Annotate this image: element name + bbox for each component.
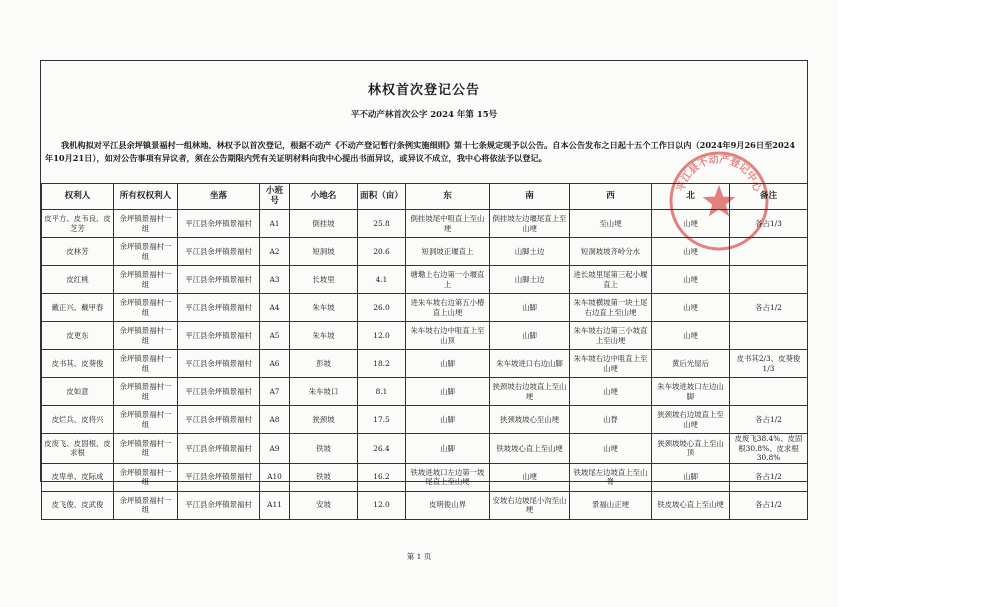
cell-area: 12.0 <box>358 322 406 350</box>
header-remarks: 备注 <box>730 184 808 210</box>
cell-area: 17.5 <box>358 406 406 434</box>
cell-north: 山埂 <box>652 238 730 266</box>
cell-remarks: 各占1/2 <box>730 491 808 519</box>
cell-east: 短洞坡正堰直上 <box>406 238 490 266</box>
cell-place-name: 安坡 <box>290 491 358 519</box>
cell-location: 平江县余坪镇景福村 <box>178 491 260 519</box>
cell-east: 塘墈上右边第一小堰直上 <box>406 266 490 294</box>
cell-north: 山埂 <box>652 210 730 238</box>
cell-owner: 余坪镇景福村一组 <box>114 434 178 464</box>
header-east: 东 <box>406 184 490 210</box>
cell-area: 26.0 <box>358 294 406 322</box>
cell-rights-holder: 皮红桃 <box>42 266 114 294</box>
cell-place-name: 铁坡 <box>290 434 358 464</box>
cell-remarks <box>730 238 808 266</box>
cell-east: 山脚 <box>406 350 490 378</box>
cell-south: 山脚土边 <box>490 238 570 266</box>
table-row <box>42 210 808 238</box>
cell-plot-number: A5 <box>260 322 290 350</box>
cell-location: 平江县余坪镇景福村 <box>178 322 260 350</box>
cell-north: 黄后光屋后 <box>652 350 730 378</box>
cell-rights-holder: 戴正兴、戴甲春 <box>42 294 114 322</box>
cell-remarks: 皮废飞38.4%、皮固根30.8%、皮求根30.8% <box>730 434 808 464</box>
table-row <box>42 266 808 294</box>
cell-plot-number: A8 <box>260 406 290 434</box>
cell-plot-number: A11 <box>260 491 290 519</box>
cell-south: 安坡右边坡尾小沟至山埂 <box>490 491 570 519</box>
cell-remarks: 各占1/2 <box>730 294 808 322</box>
header-rights-holder: 权利人 <box>42 184 114 210</box>
cell-area: 8.1 <box>358 378 406 406</box>
cell-south: 铁坡坡心直上至山埂 <box>490 434 570 464</box>
cell-north: 山埂 <box>652 266 730 294</box>
header-location: 坐落 <box>178 184 260 210</box>
cell-remarks: 各占1/3 <box>730 210 808 238</box>
cell-plot-number: A1 <box>260 210 290 238</box>
notice-frame <box>40 60 808 514</box>
cell-remarks: 皮书其2/3、皮葵俊1/3 <box>730 350 808 378</box>
cell-east: 山脚 <box>406 378 490 406</box>
cell-rights-holder: 皮烂兵、皮将兴 <box>42 406 114 434</box>
seal-text: 平江县不动产登记中心 <box>675 154 763 194</box>
cell-owner: 余坪镇景福村一组 <box>114 238 178 266</box>
cell-place-name: 狭颈坡 <box>290 406 358 434</box>
cell-north: 朱车坡进坡口左边山脚 <box>652 378 730 406</box>
table-row <box>42 238 808 266</box>
registration-table <box>41 183 808 520</box>
cell-area: 20.6 <box>358 238 406 266</box>
cell-plot-number: A9 <box>260 434 290 464</box>
table-row <box>42 378 808 406</box>
cell-plot-number: A6 <box>260 350 290 378</box>
cell-area: 4.1 <box>358 266 406 294</box>
cell-place-name: 朱车坡 <box>290 322 358 350</box>
cell-area: 26.4 <box>358 434 406 464</box>
cell-remarks <box>730 322 808 350</box>
cell-owner: 余坪镇景福村一组 <box>114 266 178 294</box>
cell-east: 铁坡进坡口左边第一坡尾直上至山埂 <box>406 463 490 491</box>
cell-south: 倒挂坡左边堰尾直上至山埂 <box>490 210 570 238</box>
cell-rights-holder: 皮平方、皮韦良、皮芝芳 <box>42 210 114 238</box>
cell-east: 山脚 <box>406 434 490 464</box>
cell-west: 山脊 <box>570 406 652 434</box>
cell-rights-holder: 皮如意 <box>42 378 114 406</box>
cell-east: 倒挂坡尾中咀直上至山埂 <box>406 210 490 238</box>
cell-owner: 余坪镇景福村一组 <box>114 463 178 491</box>
cell-west: 进长坡里尾第三起小堰直上 <box>570 266 652 294</box>
cell-area: 16.2 <box>358 463 406 491</box>
cell-place-name: 彭坡 <box>290 350 358 378</box>
cell-owner: 余坪镇景福村一组 <box>114 294 178 322</box>
table-row <box>42 322 808 350</box>
cell-east: 朱车坡右边中咀直上至山顶 <box>406 322 490 350</box>
table-row <box>42 350 808 378</box>
cell-south: 山脚土边 <box>490 266 570 294</box>
cell-place-name: 短洞坡 <box>290 238 358 266</box>
cell-plot-number: A10 <box>260 463 290 491</box>
cell-owner: 余坪镇景福村一组 <box>114 491 178 519</box>
cell-area: 12.0 <box>358 491 406 519</box>
cell-location: 平江县余坪镇景福村 <box>178 434 260 464</box>
notice-intro: 我机构拟对平江县余坪镇景福村一组林地、林权予以首次登记，根据不动产《不动产登记暂行条例实施细则》第十七条规定现予以公告。自本公告发布之日起十五个工作日以内（2024年9月26日至2024年10月21日），如对公告事项有异议者，须在公告期限内凭有关证明材料向我中心提出书面异议，或异议不成立，我中心将依法予以登记。 <box>45 140 796 163</box>
cell-south: 狭颈坡坡心至山埂 <box>490 406 570 434</box>
cell-remarks: 各占1/2 <box>730 463 808 491</box>
document-number: 平不动产林首次公字 2024 年第 15号 <box>350 110 498 120</box>
cell-owner: 余坪镇景福村一组 <box>114 210 178 238</box>
cell-south: 山脚 <box>490 294 570 322</box>
header-place-name: 小地名 <box>290 184 358 210</box>
cell-west: 短洞坡坡齐岭分水 <box>570 238 652 266</box>
cell-west: 至山埂 <box>570 210 652 238</box>
cell-location: 平江县余坪镇景福村 <box>178 294 260 322</box>
cell-plot-number: A2 <box>260 238 290 266</box>
cell-place-name: 铁坡 <box>290 463 358 491</box>
cell-rights-holder: 皮林芳 <box>42 238 114 266</box>
cell-west: 朱车坡右边第三小坡直上至山埂 <box>570 322 652 350</box>
cell-location: 平江县余坪镇景福村 <box>178 463 260 491</box>
table-row <box>42 294 808 322</box>
cell-remarks <box>730 378 808 406</box>
table-body <box>42 210 808 520</box>
cell-remarks <box>730 266 808 294</box>
cell-north: 铁皮坡心直上至山埂 <box>652 491 730 519</box>
cell-owner: 余坪镇景福村一组 <box>114 350 178 378</box>
cell-south: 山脚 <box>490 322 570 350</box>
table-row <box>42 406 808 434</box>
table-header-row <box>42 184 808 210</box>
cell-plot-number: A4 <box>260 294 290 322</box>
cell-east: 皮明俊山界 <box>406 491 490 519</box>
cell-rights-holder: 皮卑单、皮际成 <box>42 463 114 491</box>
cell-south: 朱车坡进口右边山脚 <box>490 350 570 378</box>
cell-rights-holder: 皮飞俊、皮武俊 <box>42 491 114 519</box>
cell-place-name: 长坡里 <box>290 266 358 294</box>
cell-south: 狭颈坡右边坡直上至山埂 <box>490 378 570 406</box>
table-row <box>42 491 808 519</box>
cell-remarks: 各占1/2 <box>730 406 808 434</box>
cell-west: 铁坡尾左边坡直上至山脊 <box>570 463 652 491</box>
cell-location: 平江县余坪镇景福村 <box>178 350 260 378</box>
header-plot-number: 小班号 <box>260 184 290 210</box>
cell-rights-holder: 皮书其、皮葵俊 <box>42 350 114 378</box>
cell-owner: 余坪镇景福村一组 <box>114 406 178 434</box>
cell-location: 平江县余坪镇景福村 <box>178 406 260 434</box>
cell-plot-number: A7 <box>260 378 290 406</box>
cell-north: 狭颈坡右边坡直上至山埂 <box>652 406 730 434</box>
cell-location: 平江县余坪镇景福村 <box>178 266 260 294</box>
cell-west: 山埂 <box>570 378 652 406</box>
cell-north: 狭颈坡坡心直上至山顶 <box>652 434 730 464</box>
cell-west: 朱车坡右边中咀直上至山埂 <box>570 350 652 378</box>
cell-place-name: 倒挂坡 <box>290 210 358 238</box>
cell-north: 山埂 <box>652 322 730 350</box>
cell-location: 平江县余坪镇景福村 <box>178 238 260 266</box>
header-owner: 所有权权利人 <box>114 184 178 210</box>
page-number: 第 1 页 <box>406 552 432 561</box>
cell-west: 景福山正埂 <box>570 491 652 519</box>
header-area: 面积（亩） <box>358 184 406 210</box>
cell-owner: 余坪镇景福村一组 <box>114 378 178 406</box>
cell-east: 进朱车坡右边第五小椿直上山埂 <box>406 294 490 322</box>
notice-title: 林权首次登记公告 <box>367 83 480 98</box>
cell-east: 山脚 <box>406 406 490 434</box>
cell-location: 平江县余坪镇景福村 <box>178 210 260 238</box>
cell-area: 25.8 <box>358 210 406 238</box>
cell-rights-holder: 皮废飞、皮固根、皮求根 <box>42 434 114 464</box>
cell-location: 平江县余坪镇景福村 <box>178 378 260 406</box>
cell-owner: 余坪镇景福村一组 <box>114 322 178 350</box>
cell-south: 山埂 <box>490 463 570 491</box>
cell-plot-number: A3 <box>260 266 290 294</box>
table-row <box>42 434 808 464</box>
header-north: 北 <box>652 184 730 210</box>
cell-rights-holder: 皮更东 <box>42 322 114 350</box>
header-west: 西 <box>570 184 652 210</box>
cell-west: 朱车坡横坡第一块土尾右边直上至山埂 <box>570 294 652 322</box>
header-south: 南 <box>490 184 570 210</box>
table-row <box>42 463 808 491</box>
cell-north: 山脚 <box>652 463 730 491</box>
cell-area: 18.2 <box>358 350 406 378</box>
cell-place-name: 朱车坡口 <box>290 378 358 406</box>
cell-west: 山埂 <box>570 434 652 464</box>
cell-north: 山埂 <box>652 294 730 322</box>
cell-place-name: 朱车坡 <box>290 294 358 322</box>
